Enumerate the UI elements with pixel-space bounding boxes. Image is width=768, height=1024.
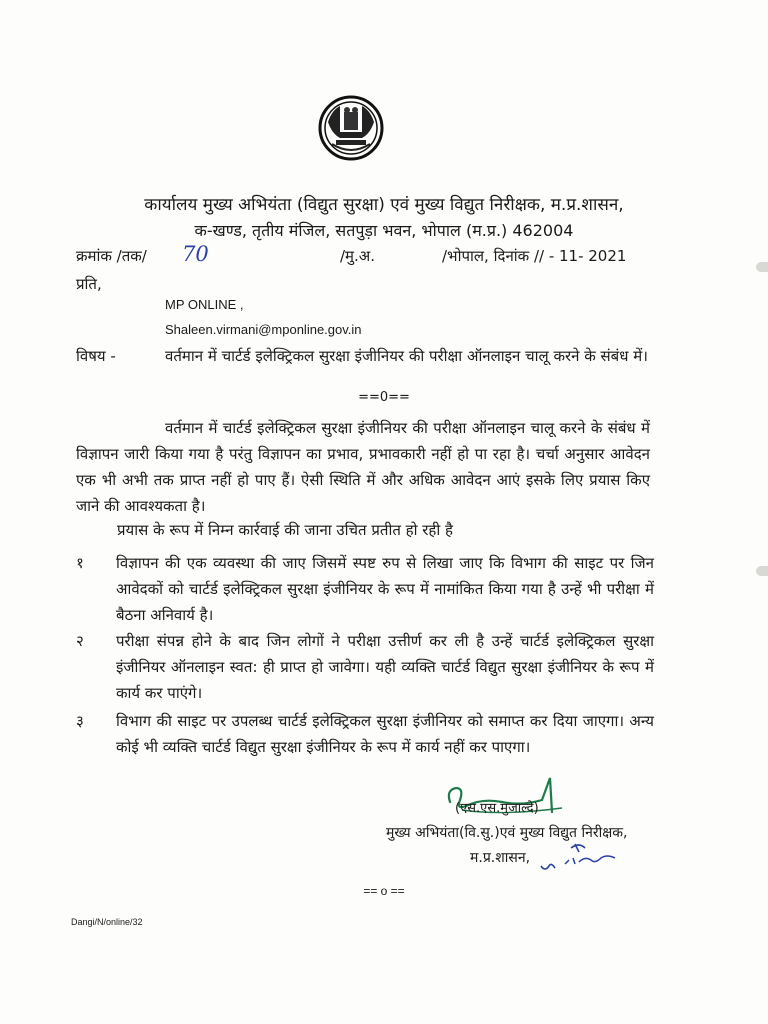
action-item-text: विभाग की साइट पर उपलब्ध चार्टर्ड इलेक्ट्रिकल सुरक्षा इंजीनियर को समाप्त कर दिया जाएगा। अन्य कोई भी व्यक्ति चार्टर्ड विद्युत सुरक्षा इंजीनियर के रूप में कार्य नहीं कर पाएगा। xyxy=(116,712,654,756)
state-emblem-seal-icon xyxy=(318,92,384,168)
action-intro: प्रयास के रूप में निम्न कार्रवाई की जाना उचित प्रतीत हो रही है xyxy=(117,521,453,539)
punch-hole xyxy=(756,566,768,576)
recipient-prefix: प्रति, xyxy=(76,275,102,293)
action-item xyxy=(76,550,656,630)
subject-text: वर्तमान में चार्टर्ड इलेक्ट्रिकल सुरक्षा इंजीनियर की परीक्षा ऑनलाइन चालू करने के संबंध में। xyxy=(165,347,648,365)
action-item-number: १ xyxy=(76,554,84,572)
office-header-line-2: क-खण्ड, तृतीय मंजिल, सतपुड़ा भवन, भोपाल (म.प्र.) 462004 xyxy=(194,221,574,240)
initials-mark xyxy=(535,838,625,878)
reference-separator: /मु.अ. xyxy=(340,247,376,265)
divider-top: ==0== xyxy=(358,390,410,405)
signatory-designation: मुख्य अभियंता(वि.सु.)एवं मुख्य विद्युत निरीक्षक, xyxy=(386,825,628,841)
reference-number: 70 xyxy=(182,242,209,266)
signatory-office: म.प्र.शासन, xyxy=(470,850,531,866)
office-header-line-1: कार्यालय मुख्य अभियंता (विद्युत सुरक्षा) एवं मुख्य विद्युत निरीक्षक, म.प्र.शासन, xyxy=(144,195,624,215)
reference-date: /भोपाल, दिनांक // - 11- 2021 xyxy=(442,247,627,265)
body-paragraph: वर्तमान में चार्टर्ड इलेक्ट्रिकल सुरक्षा इंजीनियर की परीक्षा ऑनलाइन चालू करने के संबंध में विज्ञापन जारी किया गया है परंतु विज्ञापन का प्रभाव, प्रभावकारी नहीं हो पा रहा है। चर्चा अनुसार आवेदन एक भी अभी तक प्राप्त नहीं हो पाए हैं। ऐसी स्थिति में और अधिक आवेदन आएं इसके लिए प्रयास किए जाने की आवश्यकता है। xyxy=(76,419,650,515)
footer-reference: Dangi/N/online/32 xyxy=(71,917,143,927)
recipient-email: Shaleen.virmani@mponline.gov.in xyxy=(165,322,362,337)
action-item xyxy=(76,628,656,708)
signatory-name: (एस.एस.मुजाल्दे) xyxy=(455,801,539,816)
reference-label: क्रमांक /तक/ xyxy=(76,247,147,265)
subject-label: विषय - xyxy=(76,347,116,365)
action-item-text: परीक्षा संपन्न होने के बाद जिन लोगों ने परीक्षा उत्तीर्ण कर ली है उन्हें चार्टर्ड इलेक्ट्रिकल सुरक्षा इंजीनियर ऑनलाइन स्वत: ही प्राप्त हो जावेगा। यही व्यक्ति चार्टर्ड विद्युत सुरक्षा इंजीनियर के रूप में कार्य कर पाएंगे। xyxy=(116,632,654,702)
action-item-text: विज्ञापन की एक व्यवस्था की जाए जिसमें स्पष्ट रुप से लिखा जाए कि विभाग की साइट पर जिन आवेदकों को चार्टर्ड इलेक्ट्रिकल सुरक्षा इंजीनियर के रूप में नामांकित किया गया है उन्हें भी परीक्षा में बैठना अनिवार्य है। xyxy=(116,554,654,624)
punch-hole xyxy=(756,262,768,272)
action-item-number: ३ xyxy=(76,712,84,730)
divider-bottom: == o == xyxy=(363,884,405,898)
action-item-number: २ xyxy=(76,632,84,650)
recipient-name: MP ONLINE , xyxy=(165,297,244,312)
